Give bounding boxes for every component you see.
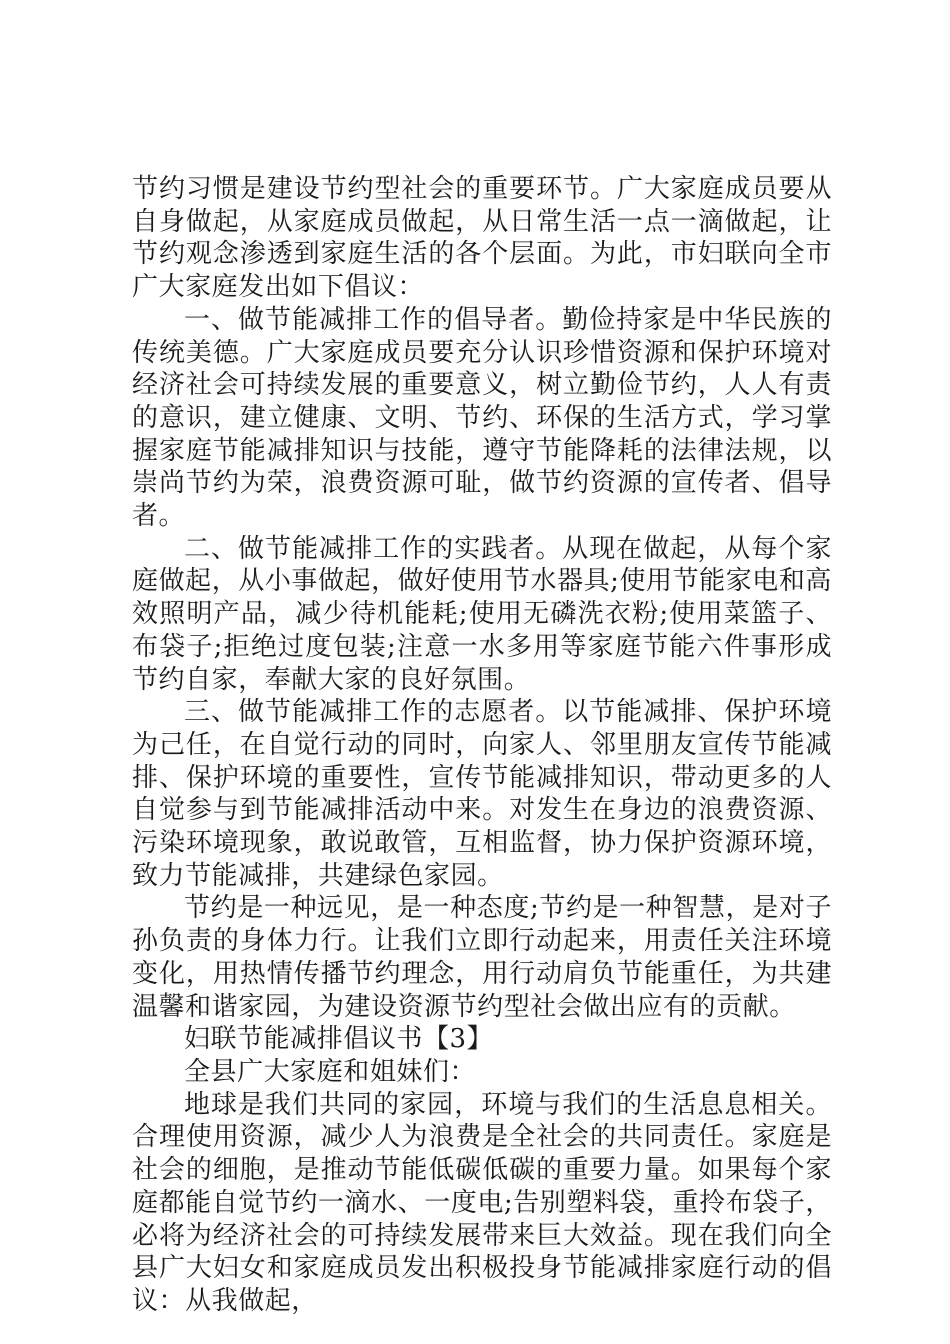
document-body [132,173,832,1318]
paragraph-conclusion: 节约是一种远见，是一种态度;节约是一种智慧，是对子孙负责的身体力行。让我们立即行动起来，用责任关注环境变化，用热情传播节约理念，用行动肩负节能重任，为共建温馨和谐家园，为建设资源节约型社会做出应有的贡献。 [132,893,832,1022]
paragraph-intro: 节约习惯是建设节约型社会的重要环节。广大家庭成员要从自身做起，从家庭成员做起，从日常生活一点一滴做起，让节约观念渗透到家庭生活的各个层面。为此，市妇联向全市广大家庭发出如下倡议： [132,174,832,303]
paragraph-practitioner: 二、做节能减排工作的实践者。从现在做起，从每个家庭做起，从小事做起，做好使用节水器具;使用节能家电和高效照明产品，减少待机能耗;使用无磷洗衣粉;使用菜篮子、布袋子;拒绝过度包装;注意一水多用等家庭节能六件事形成节约自家，奉献大家的良好氛围。 [132,533,832,695]
section-heading: 妇联节能减排倡议书【3】 [184,1024,494,1055]
paragraph-earth: 地球是我们共同的家园，环境与我们的生活息息相关。合理使用资源，减少人为浪费是全社会的共同责任。家庭是社会的细胞，是推动节能低碳低碳的重要力量。如果每个家庭都能自觉节约一滴水、一度电;告别塑料袋，重拎布袋子，必将为经济社会的可持续发展带来巨大效益。现在我们向全县广大妇女和家庭成员发出积极投身节能减排家庭行动的倡议：从我做起， [132,1089,832,1316]
paragraph-advocate: 一、做节能减排工作的倡导者。勤俭持家是中华民族的传统美德。广大家庭成员要充分认识珍惜资源和保护环境对经济社会可持续发展的重要意义，树立勤俭节约，人人有责的意识，建立健康、文明、节约、环保的生活方式，学习掌握家庭节能减排知识与技能，遵守节能降耗的法律法规，以崇尚节约为荣，浪费资源可耻，做节约资源的宣传者、倡导者。 [132,304,832,532]
salutation: 全县广大家庭和姐妹们： [184,1056,477,1087]
paragraph-volunteer: 三、做节能减排工作的志愿者。以节能减排、保护环境为己任，在自觉行动的同时，向家人、邻里朋友宣传节能减排、保护环境的重要性，宣传节能减排知识，带动更多的人自觉参与到节能减排活动中来。对发生在身边的浪费资源、污染环境现象，敢说敢管，互相监督，协力保护资源环境，致力节能减排，共建绿色家园。 [132,697,832,891]
